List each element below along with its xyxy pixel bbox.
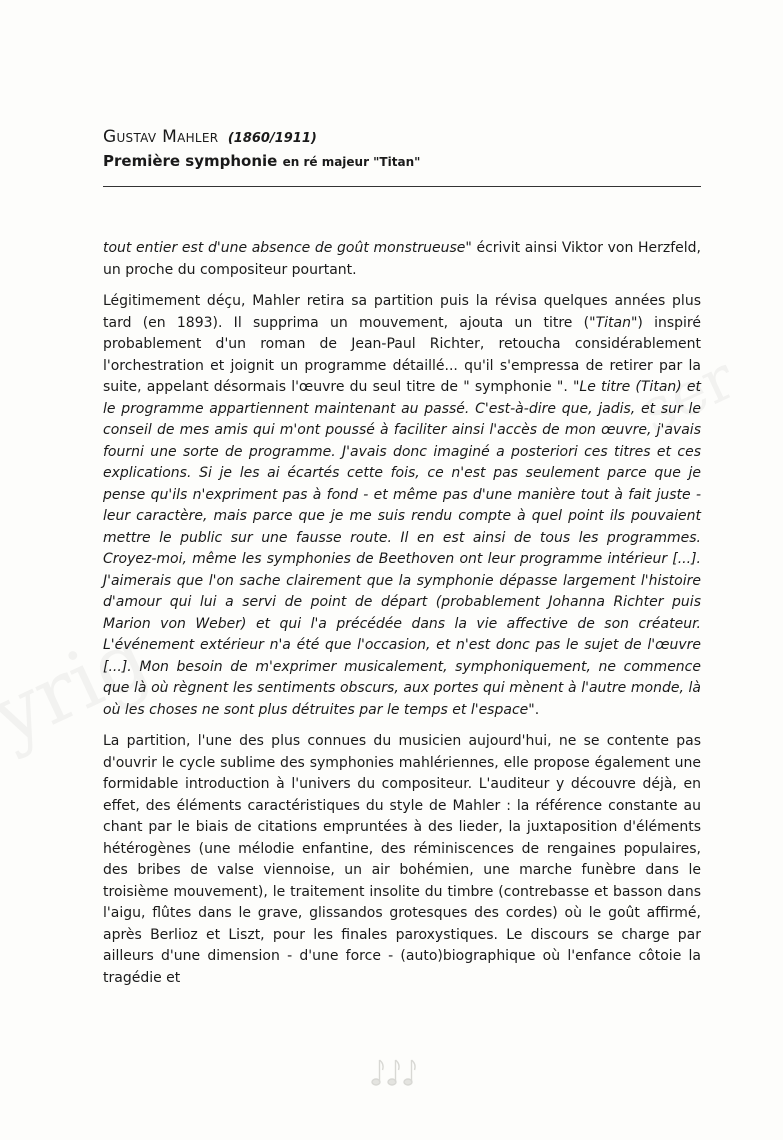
program-header <box>103 127 701 172</box>
paragraph-2-end: . <box>534 701 540 718</box>
paragraph-3: La partition, l'une des plus connues du musicien aujourd'hui, ne se contente pas d'ouvrir le cycle sublime des symphonies mahlériennes, elle propose également une formidable introduction à l'univers du compositeur. L'auditeur y découvre déjà, en effet, des éléments caractéristiques du style de Mahler : la référence constante au chant par le biais de citations empruntées à des lieder, la juxtaposition d'éléments hétérogènes (une mélodie enfantine, des réminiscences de rengaines populaires, des bribes de valse viennoise, un air bohémien, une marche funèbre dans le troisième mouvement), le traitement insolite du timbre (contrebasse et basson dans l'aigu, flûtes dans le grave, glissandos grotesques des cordes) où le goût affirmé, après Berlioz et Liszt, pour les finales paroxystiques. Le discours se charge par ailleurs d'une dimension - d'une force - (auto)biographique où l'enfance côtoie la tragédie et <box>103 733 701 986</box>
paragraph-2 <box>103 291 701 721</box>
header-divider <box>103 186 701 187</box>
paragraph-1 <box>103 238 701 281</box>
work-title-line <box>103 151 701 172</box>
paragraph-2-quote: "Le titre (Titan) et le programme appartiennent maintenant au passé. C'est-à-dire que, jadis, et sur le conseil de mes amis qui m'ont poussé à faciliter ainsi l'accès de mon œuvre, j'avais fourni une sorte de programme. J'avais donc imaginé a posteriori ces titres et ces explications. Si je les ai écartés cette fois, ce n'est pas seulement parce que je pense qu'ils n'expriment pas à fond - et même pas d'une manière tout à fait juste - leur caractère, mais parce que je me suis rendu compte à quel point ils pouvaient mettre le public sur une fausse route. Il en est ainsi de tous les programmes. Croyez-moi, même les symphonies de Beethoven ont leur programme intérieur [...]. J'aimerais que l'on sache clairement que la symphonie dépasse largement l'histoire d'amour qui lui a servi de point de départ (probablement Johanna Richter puis Marion von Weber) et qui l'a précédée dans la vie affective de son créateur. L'événement extérieur n'a été que l'occasion, et n'est donc pas le sujet de l'œuvre [...]. Mon besoin de m'exprimer musicalement, symphoniquement, ne commence que là où règnent les sentiments obscurs, aux portes qui mènent à l'autre monde, là où les choses ne sont plus détruites par le temps et l'espace" <box>103 379 702 718</box>
paragraph-2-text: ") inspiré probablement d'un roman de Jean-Paul Richter, retoucha considérablement l'orchestration et joignit un programme détaillé... qu'il s'empressa de retirer par la suite, appelant désormais l'œuvre du seul titre de " symphonie ". <box>103 314 701 395</box>
work-title: Première symphonie <box>103 152 278 170</box>
composer-name: Gustav Mahler <box>103 127 219 147</box>
paragraph-1-quote: tout entier est d'une absence de goût monstrueuse" <box>103 240 472 256</box>
article-body <box>103 238 701 999</box>
work-key: en ré majeur "Titan" <box>282 155 421 169</box>
composer-line <box>103 127 701 149</box>
paragraph-1-text: écrivit ainsi Viktor von Herzfeld, un proche du compositeur pourtant. <box>103 240 701 278</box>
composer-dates: (1860/1911) <box>227 131 317 146</box>
paragraph-2-intro: Légitimement déçu, Mahler retira sa partition puis la révisa quelques années plus tard (en 1893). Il supprima un mouvement, ajouta un titre (" <box>103 293 701 331</box>
paragraph-2-titan: Titan <box>595 314 631 331</box>
music-notes-icon <box>364 1052 424 1092</box>
